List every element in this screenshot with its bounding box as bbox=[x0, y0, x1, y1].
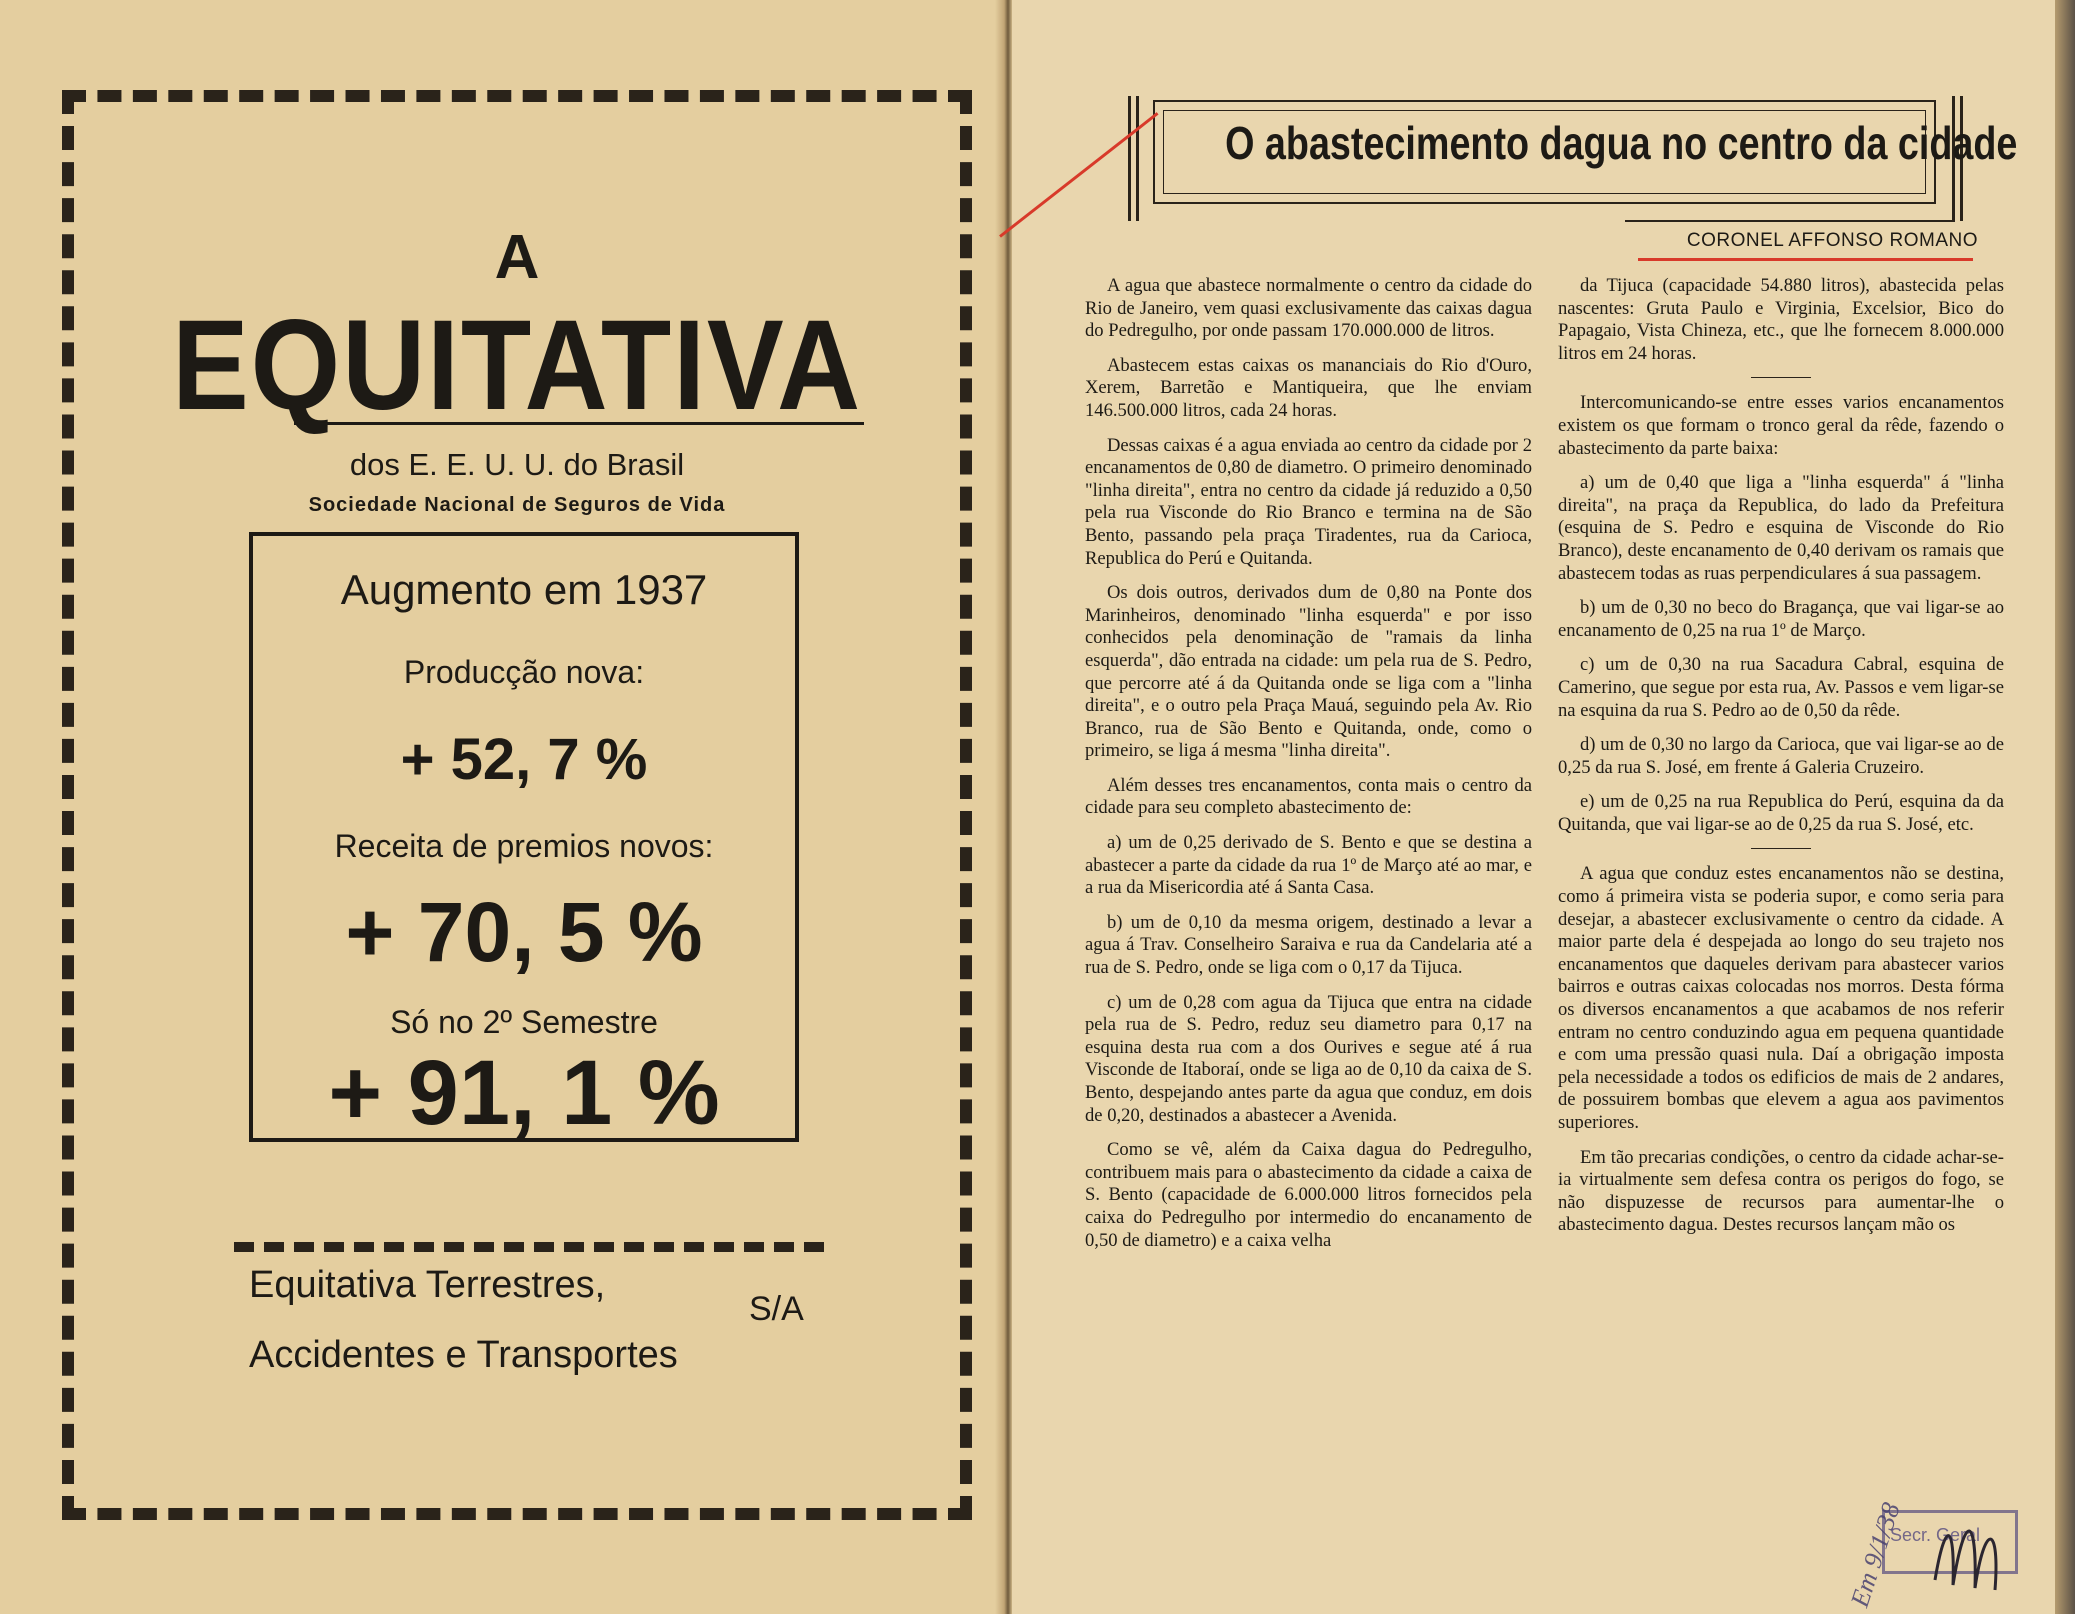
ad-semester-value: + 91, 1 % bbox=[328, 1042, 720, 1144]
ad-origin: dos E. E. U. U. do Brasil bbox=[349, 447, 685, 482]
title-rule-left-inner bbox=[1136, 96, 1139, 221]
article-paragraph: c) um de 0,30 na rua Sacadura Cabral, esquina de Camerino, que segue por esta rua, Av. Passos e vem ligar-se na esquina da rua S. Pedro ao de 0,50 da rêde. bbox=[1558, 654, 2004, 721]
article-column-right-part-c bbox=[1558, 863, 2004, 1237]
ad-bottom-divider bbox=[234, 1242, 824, 1252]
paragraph-separator bbox=[1751, 848, 1811, 849]
article-paragraph: Como se vê, além da Caixa dagua do Pedregulho, contribuem mais para o abastecimento da cidade a caixa de S. Bento (capacidade de 6.000.000 litros fornecidos pela caixa do Pedregulho por intermedio do encanamento de 0,50 de diametro) e a caixa velha bbox=[1085, 1139, 1532, 1251]
article-column-right bbox=[1558, 275, 2004, 1249]
ad-results-box bbox=[249, 532, 799, 1142]
left-page bbox=[0, 0, 1005, 1614]
ad-premium-value: + 70, 5 % bbox=[345, 885, 703, 979]
article-title-box bbox=[1153, 100, 2018, 204]
article-paragraph: a) um de 0,25 derivado de S. Bento e que se destina a abastecer a parte da cidade da rua 1º de Março até ao mar, e a rua da Misericordia até á Santa Casa. bbox=[1085, 832, 1532, 899]
scan-edge bbox=[2055, 0, 2075, 1614]
ad-footer-line-2: Accidentes e Transportes bbox=[249, 1334, 678, 1376]
article-column-right-part-b bbox=[1558, 392, 2004, 836]
signature-mark bbox=[1925, 1500, 2010, 1600]
red-pencil-underline bbox=[1638, 258, 1973, 261]
article-paragraph: b) um de 0,30 no beco do Bragança, que vai ligar-se ao encanamento de 0,25 na rua 1º de Março. bbox=[1558, 597, 2004, 641]
article-paragraph: Em tão precarias condições, o centro da cidade achar-se-ia virtualmente sem defesa contra os perigos do fogo, se não dispuzesse de recursos para aumentar-lhe o abastecimento dagua. Destes recursos lançam mão os bbox=[1558, 1146, 2004, 1236]
article-paragraph: b) um de 0,10 da mesma origem, destinado a levar a agua á Trav. Conselheiro Saraiva e rua da Candelaria até a rua de S. Pedro, onde se liga com o 0,17 da Tijuca. bbox=[1085, 911, 1532, 979]
article-paragraph: Dessas caixas é a agua enviada ao centro da cidade por 2 encanamentos de 0,80 de diametro. O primeiro denominado "linha direita", entra no centro da cidade já reduzido a 0,50 pela rua Visconde do Rio Branco e termina na de São Bento, passando pela praça Tiradentes, rua da Carioca, Republica do Perú e Quitanda. bbox=[1085, 434, 1532, 569]
stamp-handwritten-date: Em 9/1/38 bbox=[1844, 1499, 1906, 1611]
ad-footer-suffix: S/A bbox=[749, 1290, 804, 1328]
ad-society: Sociedade Nacional de Seguros de Vida bbox=[308, 494, 726, 516]
author-rule bbox=[1625, 220, 1955, 222]
article-paragraph: d) um de 0,30 no largo da Carioca, que vai ligar-se ao de 0,25 da rua S. José, em frente á Galeria Cruzeiro. bbox=[1558, 734, 2004, 778]
article-column-left bbox=[1085, 275, 1532, 1264]
title-rule-left bbox=[1128, 96, 1131, 221]
ad-new-production-label: Producção nova: bbox=[403, 654, 645, 690]
article-column-right-part-a bbox=[1558, 275, 2004, 365]
article-author: CORONEL AFFONSO ROMANO bbox=[1686, 230, 1978, 251]
paragraph-separator bbox=[1751, 377, 1811, 378]
article-title: O abastecimento dagua no centro da cidade bbox=[1225, 117, 2018, 169]
article-paragraph: A agua que conduz estes encanamentos não se destina, como á primeira vista se poderia supor, e como seria para desejar, a abastecer exclusivamente o centro da cidade. A maior parte dela é despejada ao longo do seu trajeto nos encanamentos que daqueles derivam para abastecer varios bairros e outras caixas colocadas nos morros. Desta fórma os diversos encanamentos a que acabamos de nos referir entram no centro conduzindo agua em pequena quantidade e com uma pressão quasi nula. Daí a obrigação imposta pela necessidade a todos os edificios de mais de 2 andares, de possuirem bombas que elevem a agua aos pavimentos superiores. bbox=[1558, 863, 2004, 1133]
article-paragraph: da Tijuca (capacidade 54.880 litros), abastecida pelas nascentes: Gruta Paulo e Virginia, Excelsior, Bico do Papagaio, Vista Chineza, etc., que lhe fornecem 8.000.000 litros em 24 horas. bbox=[1558, 275, 2004, 364]
article-paragraph: Intercomunicando-se entre esses varios encanamentos existem os que formam o tronco geral da rêde, fazendo o abastecimento da parte baixa: bbox=[1558, 392, 2004, 459]
advertisement-frame bbox=[62, 90, 972, 1520]
ad-article-letter: A bbox=[494, 223, 540, 292]
ad-box-heading: Augmento em 1937 bbox=[340, 566, 708, 613]
ad-new-production-value: + 52, 7 % bbox=[400, 727, 648, 792]
article-paragraph: Abastecem estas caixas os mananciais do Rio d'Ouro, Xerem, Barretão e Mantiqueira, que lhe enviam 146.500.000 litros, cada 24 horas. bbox=[1085, 354, 1532, 421]
ad-company-name: EQUITATIVA bbox=[172, 294, 862, 437]
ad-premium-label: Receita de premios novos: bbox=[334, 828, 714, 864]
ad-divider bbox=[294, 422, 864, 425]
article-paragraph: Além desses tres encanamentos, conta mais o centro da cidade para seu completo abastecimento de: bbox=[1085, 774, 1532, 819]
article-paragraph: a) um de 0,40 que liga a "linha esquerda" á "linha direita", na praça da Republica, do lado da Prefeitura (esquina de S. Pedro e esquina de Visconde do Rio Branco), deste encanamento de 0,40 derivam os ramais que abastecem todas as ruas perpendiculares á sua passagem. bbox=[1558, 472, 2004, 584]
ad-footer-line-1: Equitativa Terrestres, bbox=[249, 1264, 606, 1306]
article-paragraph: c) um de 0,28 com agua da Tijuca que entra na cidade pela rua de S. Pedro, reduz seu diametro para 0,17 na esquina desta rua com a dos Ourives e segue até á rua Visconde de Itaboraí, onde se liga ao de 0,10 da caixa de S. Bento, despejando antes parte da agua que conduz, em dois de 0,20, destinados a abastecer a Avenida. bbox=[1085, 991, 1532, 1126]
article-paragraph: Os dois outros, derivados dum de 0,80 na Ponte dos Marinheiros, denominado "linha esquerda" e por isso conhecidos pela denominação de "ramais da linha esquerda", dão entrada na cidade: um pela rua de S. Pedro, que percorre até á da Quitanda onde se liga com a "linha direita", e o outro pela Praça Mauá, seguindo pela Av. Rio Branco, rua de São Bento e Quitanda, onde, como o primeiro, se liga á mesma "linha direita". bbox=[1085, 582, 1532, 762]
stamp-text: Secr. Geral bbox=[1890, 1525, 1981, 1545]
article-paragraph: A agua que abastece normalmente o centro da cidade do Rio de Janeiro, vem quasi exclusivamente das caixas dagua do Pedregulho, por onde passam 170.000.000 de litros. bbox=[1085, 275, 1532, 342]
article-paragraph: e) um de 0,25 na rua Republica do Perú, esquina da da Quitanda, que vai ligar-se ao de 0,25 da rua S. José, etc. bbox=[1558, 791, 2004, 835]
ad-semester-label: Só no 2º Semestre bbox=[390, 1004, 658, 1040]
